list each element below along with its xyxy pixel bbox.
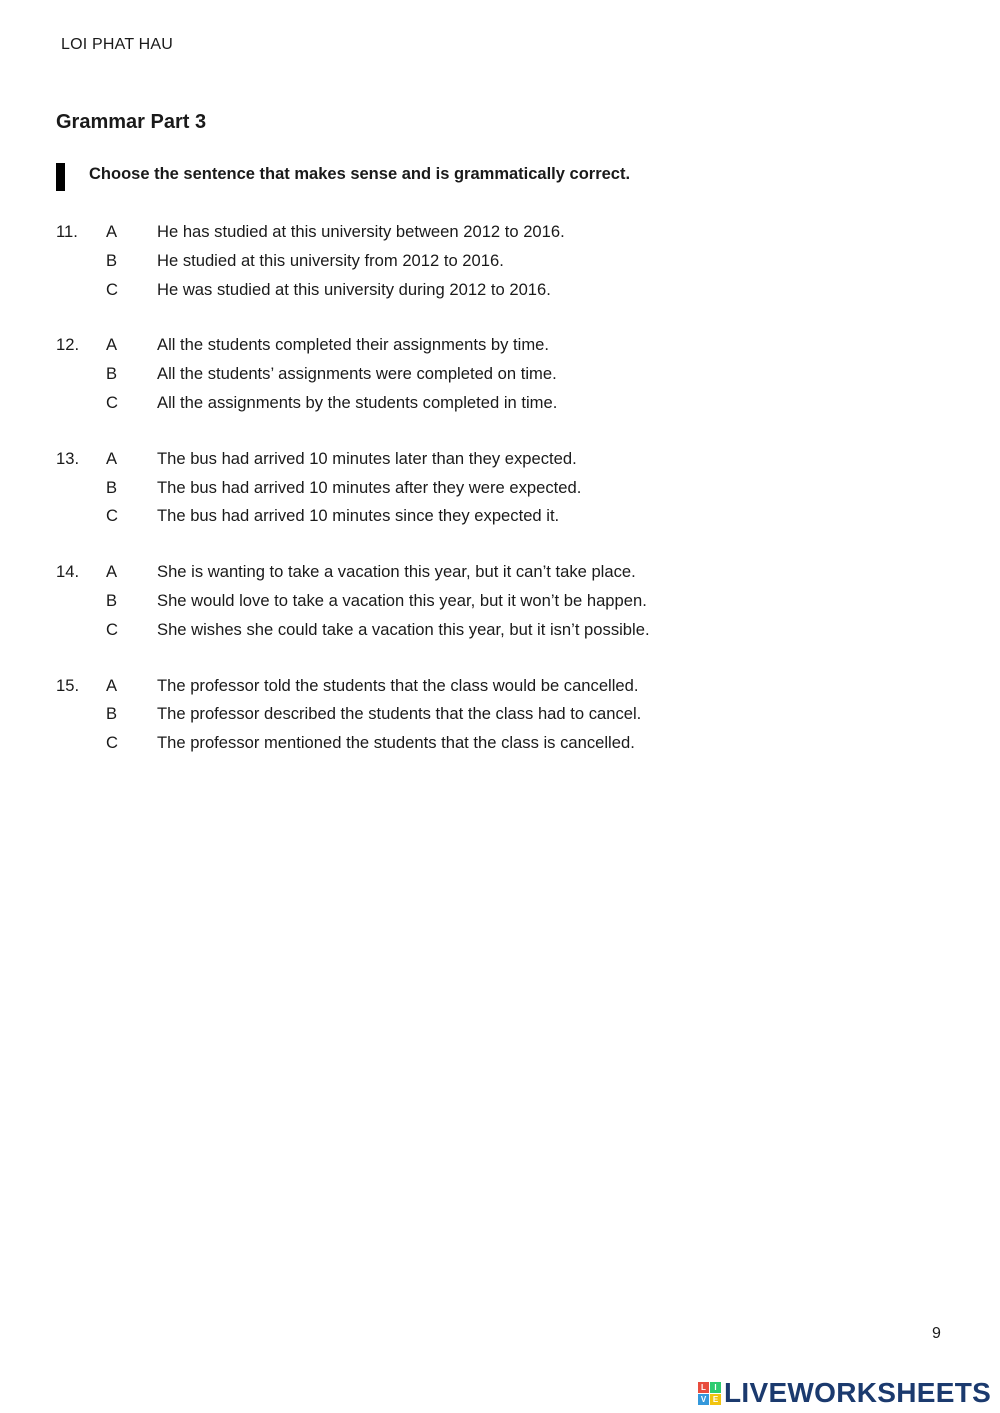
- logo-blocks-icon: [698, 1382, 721, 1405]
- option-text: She would love to take a vacation this year, but it won’t be happen.: [157, 590, 647, 610]
- option-text: She is wanting to take a vacation this year, but it can’t take place.: [157, 562, 636, 582]
- header-name: LOI PHAT HAU: [61, 36, 174, 53]
- option-row[interactable]: [56, 448, 956, 477]
- page-number: 9: [932, 1325, 941, 1342]
- question-number: 12.: [56, 335, 80, 355]
- option-text: The professor described the students that the class had to cancel.: [157, 704, 642, 724]
- option-text: He has studied at this university between 2012 to 2016.: [157, 222, 565, 241]
- option-letter: C: [106, 392, 118, 412]
- option-row[interactable]: [56, 363, 956, 392]
- logo-block: I: [710, 1382, 721, 1393]
- question-number: 13.: [56, 448, 80, 468]
- option-text: The professor told the students that the class would be cancelled.: [157, 675, 639, 695]
- option-row[interactable]: [56, 477, 956, 506]
- option-letter: B: [106, 590, 118, 610]
- question-14: [56, 561, 956, 647]
- option-row[interactable]: [56, 334, 956, 363]
- option-text: He studied at this university from 2012 to 2016.: [157, 250, 504, 270]
- logo-block: E: [710, 1394, 721, 1405]
- instruction-marker: [56, 163, 65, 191]
- question-number: 11.: [56, 222, 78, 241]
- option-text: The bus had arrived 10 minutes later than they expected.: [157, 448, 577, 468]
- option-text: All the students’ assignments were completed on time.: [157, 364, 557, 384]
- option-letter: A: [106, 562, 118, 582]
- option-text: The bus had arrived 10 minutes since they expected it.: [157, 506, 560, 526]
- question-15: [56, 675, 956, 761]
- logo-text: LIVEWORKSHEETS: [724, 1377, 992, 1408]
- option-letter: A: [106, 448, 118, 468]
- section-title: Grammar Part 3: [56, 111, 207, 133]
- option-letter: A: [106, 222, 118, 241]
- option-letter: C: [106, 619, 118, 639]
- option-row[interactable]: [56, 619, 956, 648]
- option-text: He was studied at this university during 2012 to 2016.: [157, 279, 551, 299]
- option-letter: A: [106, 335, 118, 355]
- option-row[interactable]: [56, 703, 956, 732]
- option-letter: B: [106, 364, 118, 384]
- option-row[interactable]: [56, 279, 956, 308]
- option-letter: B: [106, 250, 118, 270]
- question-number: 15.: [56, 675, 80, 695]
- option-letter: C: [106, 506, 118, 526]
- logo-block: L: [698, 1382, 709, 1393]
- logo-block: V: [698, 1394, 709, 1405]
- question-11: [56, 221, 956, 307]
- option-letter: B: [106, 477, 118, 497]
- question-13: [56, 448, 956, 534]
- option-letter: B: [106, 704, 118, 724]
- option-row[interactable]: [56, 561, 956, 590]
- option-row[interactable]: [56, 675, 956, 704]
- option-letter: A: [106, 675, 118, 695]
- option-row[interactable]: [56, 392, 956, 421]
- option-text: All the students completed their assignments by time.: [157, 335, 549, 355]
- option-row[interactable]: [56, 732, 956, 761]
- option-text: All the assignments by the students completed in time.: [157, 392, 558, 412]
- option-text: The professor mentioned the students that the class is cancelled.: [157, 733, 635, 753]
- option-row[interactable]: [56, 590, 956, 619]
- option-letter: C: [106, 733, 118, 753]
- option-text: The bus had arrived 10 minutes after they were expected.: [157, 477, 582, 497]
- option-letter: C: [106, 279, 118, 299]
- option-row[interactable]: [56, 221, 956, 250]
- question-12: [56, 334, 956, 420]
- liveworksheets-logo[interactable]: [698, 1378, 991, 1408]
- question-number: 14.: [56, 562, 80, 582]
- option-row[interactable]: [56, 505, 956, 534]
- option-row[interactable]: [56, 250, 956, 279]
- question-list: [56, 221, 956, 788]
- instruction: Choose the sentence that makes sense and is grammatically correct.: [89, 165, 631, 183]
- option-text: She wishes she could take a vacation this year, but it isn’t possible.: [157, 619, 650, 639]
